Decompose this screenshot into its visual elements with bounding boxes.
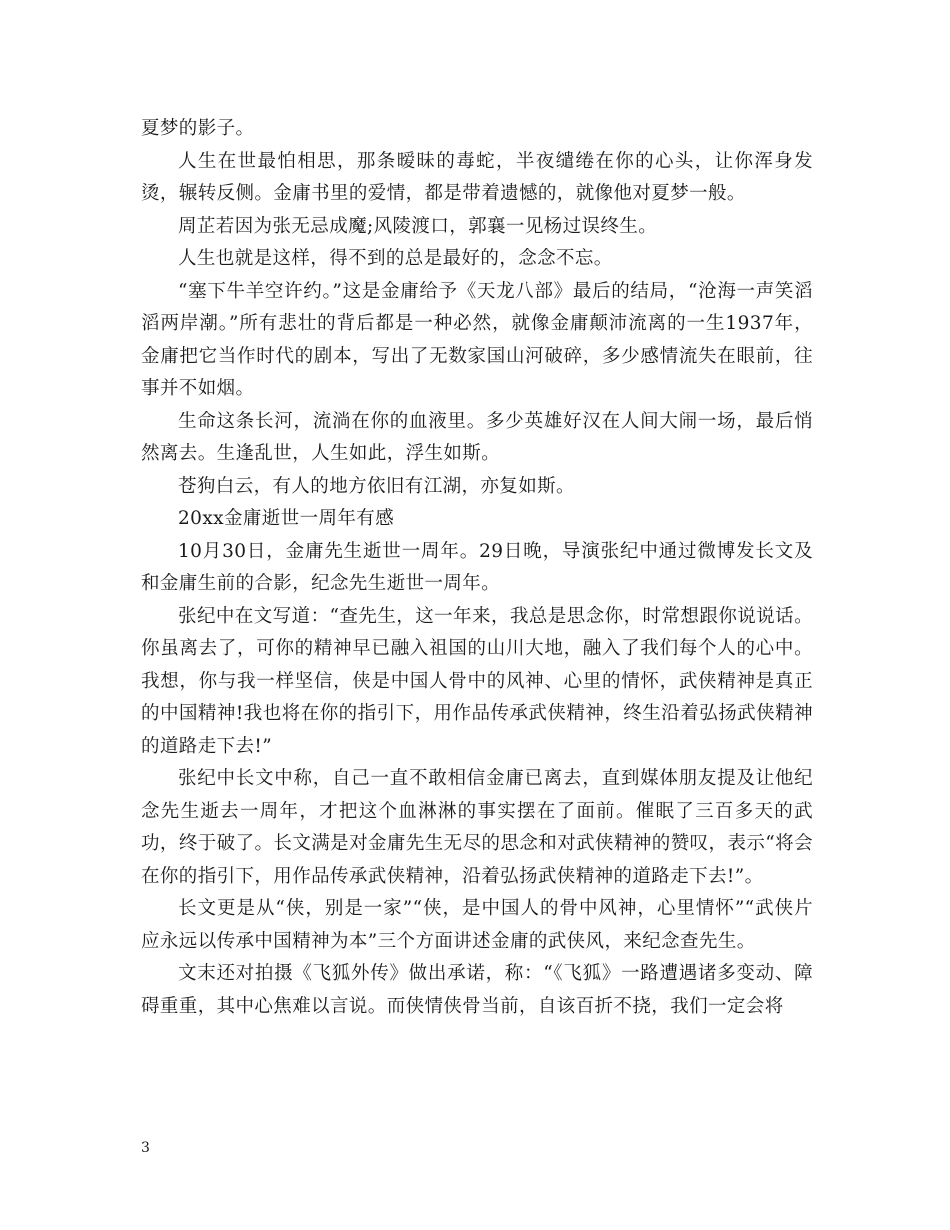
- paragraph: 张纪中在文写道：“查先生，这一年来，我总是思念你，时常想跟你说说话。你虽离去了，可你的精神早已融入祖国的山川大地，融入了我们每个人的心中。我想，你与我一样坚信，侠是中国人骨中的风神、心里的情怀，武侠精神是真正的中国精神!我也将在你的指引下，用作品传承武侠精神，终生沿着弘扬武侠精神的道路走下去!”: [141, 605, 813, 757]
- paragraph: 长文更是从“侠，别是一家”“侠，是中国人的骨中风神，心里情怀”“武侠片应永远以传承中国精神为本”三个方面讲述金庸的武侠风，来纪念查先生。: [141, 898, 813, 952]
- paragraph: 周芷若因为张无忌成魔;风陵渡口，郭襄一见杨过误终生。: [178, 215, 658, 237]
- document-body: [141, 113, 813, 1023]
- paragraph: 生命这条长河，流淌在你的血液里。多少英雄好汉在人间大闹一场，最后悄然离去。生逢乱世，人生如此，浮生如斯。: [141, 410, 813, 464]
- paragraph: 10月30日，金庸先生逝世一周年。29日晚，导演张纪中通过微博发长文及和金庸生前的合影，纪念先生逝世一周年。: [141, 540, 813, 594]
- paragraph: 人生在世最怕相思，那条暧昧的毒蛇，半夜缱绻在你的心头，让你浑身发烫，辗转反侧。金庸书里的爱情，都是带着遗憾的，就像他对夏梦一般。: [141, 150, 813, 204]
- page-number: 3: [141, 1140, 150, 1156]
- paragraph: “塞下牛羊空许约。”这是金庸给予《天龙八部》最后的结局，“沧海一声笑滔滔两岸潮。”所有悲壮的背后都是一种必然，就像金庸颠沛流离的一生1937年，金庸把它当作时代的剧本，写出了无数家国山河破碎，多少感情流失在眼前，往事并不如烟。: [141, 280, 813, 399]
- section-heading: 20xx金庸逝世一周年有感: [178, 508, 395, 529]
- paragraph: 文末还对拍摄《飞狐外传》做出承诺，称：“《飞狐》一路遭遇诸多变动、障碍重重，其中心焦难以言说。而侠情侠骨当前，自该百折不挠，我们一定会将: [141, 963, 813, 1017]
- paragraph: 苍狗白云，有人的地方依旧有江湖，亦复如斯。: [178, 475, 575, 497]
- paragraph: 张纪中长文中称，自己一直不敢相信金庸已离去，直到媒体朋友提及让他纪念先生逝去一周年，才把这个血淋淋的事实摆在了面前。催眠了三百多天的武功，终于破了。长文满是对金庸先生无尽的思念和对武侠精神的赞叹，表示“将会在你的指引下，用作品传承武侠精神，沿着弘扬武侠精神的道路走下去!”。: [141, 768, 813, 887]
- paragraph: 人生也就是这样，得不到的总是最好的，念念不忘。: [178, 248, 613, 269]
- paragraph: 夏梦的影子。: [141, 118, 255, 139]
